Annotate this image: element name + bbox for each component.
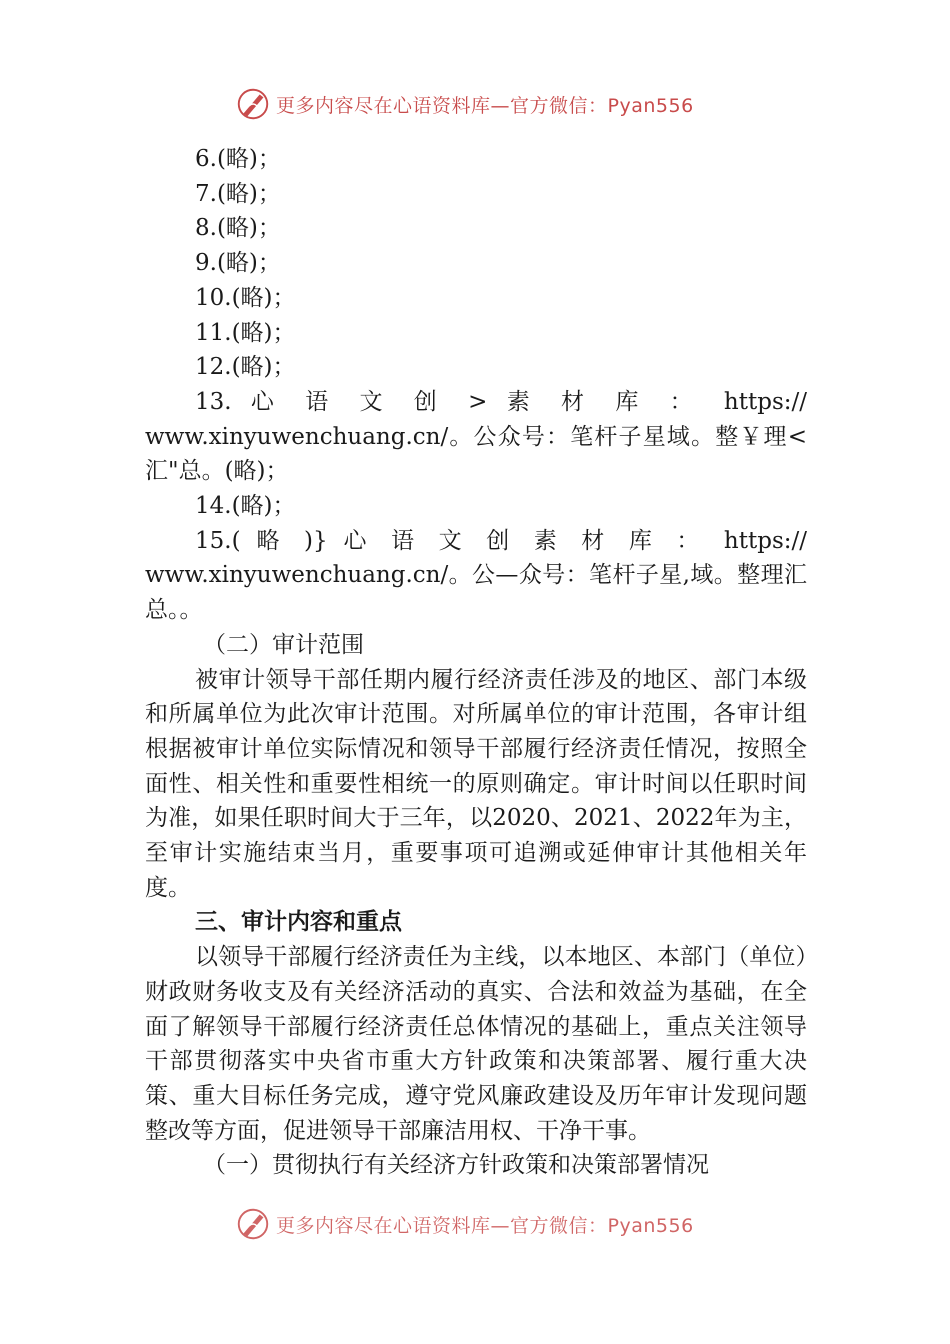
section-heading-audit-scope: （二）审计范围 bbox=[203, 631, 364, 658]
list-item-13-line-1: 13. 心 语 文 创 > 素 材 库 ： https:// bbox=[195, 388, 807, 415]
list-item-9: 9.(略)； bbox=[195, 250, 281, 277]
watermark-footer bbox=[234, 1204, 754, 1244]
list-item-15-line-3: 总。。 bbox=[145, 597, 203, 624]
section-heading-policy-implementation: （一）贯彻执行有关经济方针政策和决策部署情况 bbox=[203, 1152, 709, 1179]
document-body bbox=[145, 142, 807, 1183]
list-item-7: 7.(略)； bbox=[195, 180, 281, 207]
list-item-15-line-1: 15.( 略 )} 心 语 文 创 素 材 库 ： https:// bbox=[195, 527, 807, 554]
list-item-12: 12.(略)； bbox=[195, 354, 296, 381]
watermark-header bbox=[234, 84, 754, 124]
list-item-6: 6.(略)； bbox=[195, 146, 281, 172]
pen-logo-icon bbox=[234, 1205, 272, 1243]
list-item-8: 8.(略)； bbox=[195, 215, 281, 242]
paragraph-audit-content: 以领导干部履行经济责任为主线，以本地区、本部门（单位）财政财务收支及有关经济活动的真实、合法和效益为基础，在全面了解领导干部履行经济责任总体情况的基础上，重点关注领导干部贯彻落实中央省市重大方针政策和决策部署、履行重大决策、重大目标任务完成，遵守党风廉政建设及历年审计发现问题整改等方面，促进领导干部廉洁用权、干净干事。 bbox=[145, 944, 807, 1144]
list-item-10: 10.(略)； bbox=[195, 284, 296, 311]
list-item-15-line-2: www.xinyuwenchuang.cn/。公—众号：笔杆子星,域。整理汇 bbox=[145, 562, 807, 589]
watermark-text: 更多内容尽在心语资料库—官方微信：Pyan556 bbox=[276, 1214, 694, 1237]
list-item-13-line-2: www.xinyuwenchuang.cn/。公众号：笔杆子星域。整￥理< bbox=[145, 423, 807, 450]
paragraph-audit-scope: 被审计领导干部任期内履行经济责任涉及的地区、部门本级和所属单位为此次审计范围。对所属单位的审计范围，各审计组根据被审计单位实际情况和领导干部履行经济责任情况，按照全面性、相关性和重要性相统一的原则确定。审计时间以任职时间为准，如果任职时间大于三年，以2020、2021、2022年为主，至审计实施结束当月，重要事项可追溯或延伸审计其他相关年度。 bbox=[145, 666, 807, 901]
watermark-text: 更多内容尽在心语资料库—官方微信：Pyan556 bbox=[276, 94, 694, 117]
list-item-13-line-3: 汇"总。(略)； bbox=[145, 458, 289, 485]
section-heading-audit-content: 三、审计内容和重点 bbox=[195, 909, 402, 936]
pen-logo-icon bbox=[234, 85, 272, 123]
list-item-11: 11.(略)； bbox=[195, 319, 296, 346]
list-item-14: 14.(略)； bbox=[195, 493, 296, 520]
